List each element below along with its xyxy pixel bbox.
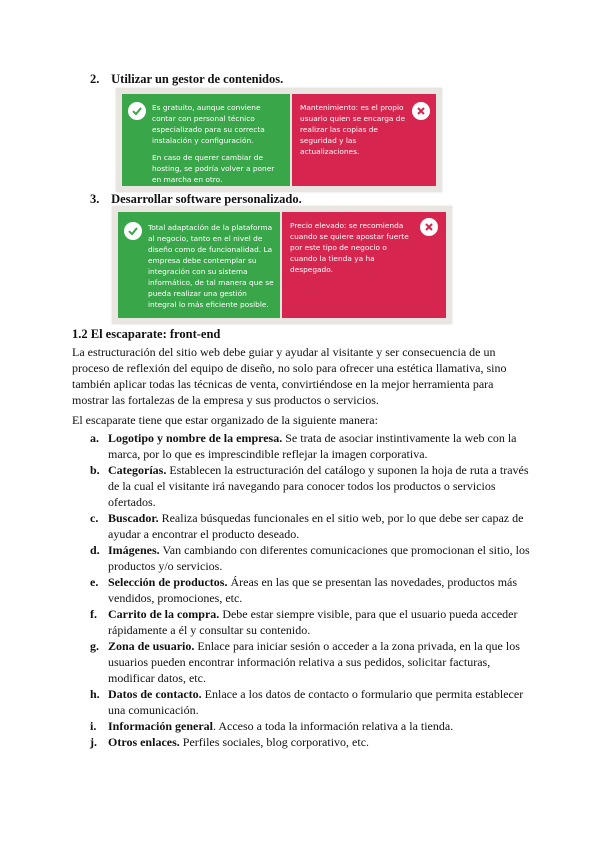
list-item: e. Selección de productos. Áreas en las que se presentan las novedades, productos más vendidos, promociones, etc. bbox=[90, 575, 518, 605]
advantage-text: Es gratuito, aunque conviene contar con personal técnico especializado para su correcta instalación y configuración. bbox=[152, 103, 265, 145]
list-item: a. Logotipo y nombre de la empresa. Se trata de asociar instintivamente la web con la marca, por lo que es imprescindible reflejar la imagen corporativa. bbox=[90, 431, 517, 461]
item-text: Enlace a los datos de contacto o formulario que permita establecer una comunicación. bbox=[108, 687, 524, 717]
close-icon bbox=[420, 218, 438, 236]
advantage-panel bbox=[122, 94, 290, 186]
item-text: Debe estar siempre visible, para que el usuario pueda acceder rápidamente a él y consultar su contenido. bbox=[108, 607, 518, 637]
item-title: Logotipo y nombre de la empresa. bbox=[108, 431, 283, 445]
advantage-text-2: En caso de querer cambiar de hosting, se podría volver a poner en marcha en otro. bbox=[152, 153, 275, 184]
heading-item-3 bbox=[90, 192, 302, 207]
storefront-elements-list bbox=[72, 430, 532, 750]
list-item: i. Información general. Acceso a toda la información relativa a la tienda. bbox=[90, 719, 454, 733]
heading-number: 3. bbox=[90, 192, 100, 206]
list-item: c. Buscador. Realiza búsquedas funcionales en el sitio web, por lo que debe ser capaz de ayudar a encontrar el producto deseado. bbox=[90, 511, 524, 541]
item-text: Áreas en las que se presentan las novedades, productos más vendidos, promociones, etc. bbox=[108, 575, 518, 605]
item-title: Imágenes. bbox=[108, 543, 160, 557]
intro-paragraph: La estructuración del sitio web debe guiar y ayudar al visitante y ser consecuencia de un proceso de reflexión del equipo de diseño, no solo para ofrecer una estética llamativa, sino también aplicar todas las técnicas de venta, convirtiéndose en la mejor herramienta para mostrar las fortalezas de la empresa y sus productos o servicios. bbox=[72, 345, 507, 407]
list-intro: El escaparate tiene que estar organizado de la siguiente manera: bbox=[72, 413, 378, 427]
item-title: Buscador. bbox=[108, 511, 159, 525]
item-title: Datos de contacto. bbox=[108, 687, 202, 701]
item-text: Enlace para iniciar sesión o acceder a la zona privada, en la que los usuarios pueden encontrar información relativa a sus pedidos, solicitar facturas, modificar datos, etc. bbox=[108, 639, 520, 685]
list-item: h. Datos de contacto. Enlace a los datos de contacto o formulario que permita establecer una comunicación. bbox=[90, 687, 524, 717]
list-item: f. Carrito de la compra. Debe estar siempre visible, para que el usuario pueda acceder rápidamente a él y consultar su contenido. bbox=[90, 607, 518, 637]
heading-number: 2. bbox=[90, 72, 100, 86]
item-text: Establecen la estructuración del catálogo y suponen la hoja de ruta a través de la cual el visitante irá navegando para conocer todos los productos o servicios ofertados. bbox=[108, 463, 529, 509]
item-text: Se trata de asociar instintivamente la web con la marca, por lo que es imprescindible reflejar la imagen corporativa. bbox=[108, 431, 517, 461]
advantage-panel bbox=[118, 212, 280, 318]
item-title: Categorías. bbox=[108, 463, 167, 477]
disadvantage-panel bbox=[292, 94, 436, 186]
cms-comparison-image bbox=[116, 88, 442, 192]
disadvantage-text: Precio elevado: se recomienda cuando se quiere apostar fuerte por este tipo de negocio o cuando la tienda ya ha despegado. bbox=[290, 221, 409, 274]
item-title: Zona de usuario. bbox=[108, 639, 195, 653]
list-item: g. Zona de usuario. Enlace para iniciar sesión o acceder a la zona privada, en la que los usuarios pueden encontrar información relativa a sus pedidos, solicitar facturas, modificar datos, etc. bbox=[90, 639, 520, 685]
item-title: Selección de productos. bbox=[108, 575, 228, 589]
custom-software-comparison-image bbox=[112, 206, 452, 324]
list-item: b. Categorías. Establecen la estructuración del catálogo y suponen la hoja de ruta a través de la cual el visitante irá navegando para conocer todos los productos o servicios ofertados. bbox=[90, 463, 529, 509]
heading-text: Desarrollar software personalizado. bbox=[111, 192, 302, 206]
check-icon bbox=[128, 102, 146, 120]
disadvantage-panel bbox=[282, 212, 446, 318]
item-title: Información general bbox=[108, 719, 213, 733]
item-text: Van cambiando con diferentes comunicaciones que promocionan el sitio, los productos y/o servicios. bbox=[108, 543, 530, 573]
item-title: Carrito de la compra. bbox=[108, 607, 220, 621]
item-text: Perfiles sociales, blog corporativo, etc. bbox=[179, 735, 370, 749]
list-item: j. Otros enlaces. Perfiles sociales, blog corporativo, etc. bbox=[90, 735, 370, 749]
section-title: 1.2 El escaparate: front-end bbox=[72, 327, 221, 341]
item-text: Realiza búsquedas funcionales en el sitio web, por lo que debe ser capaz de ayudar a encontrar el producto deseado. bbox=[108, 511, 524, 541]
item-title: Otros enlaces. bbox=[108, 735, 180, 749]
item-text: . Acceso a toda la información relativa a la tienda. bbox=[212, 719, 454, 733]
heading-text: Utilizar un gestor de contenidos. bbox=[111, 72, 284, 86]
heading-item-2 bbox=[90, 72, 283, 87]
advantage-text: Total adaptación de la plataforma al negocio, tanto en el nivel de diseño como de funcionalidad. La empresa debe contemplar su integración con su sistema informático, de tal manera que se pueda realizar una gestión integral lo más eficiente posible. bbox=[148, 223, 274, 309]
disadvantage-text: Mantenimiento: es el propio usuario quien se encarga de realizar las copias de seguridad y las actualizaciones. bbox=[300, 103, 406, 156]
list-item: d. Imágenes. Van cambiando con diferentes comunicaciones que promocionan el sitio, los productos y/o servicios. bbox=[90, 543, 530, 573]
check-icon bbox=[124, 222, 142, 240]
close-icon bbox=[412, 102, 430, 120]
